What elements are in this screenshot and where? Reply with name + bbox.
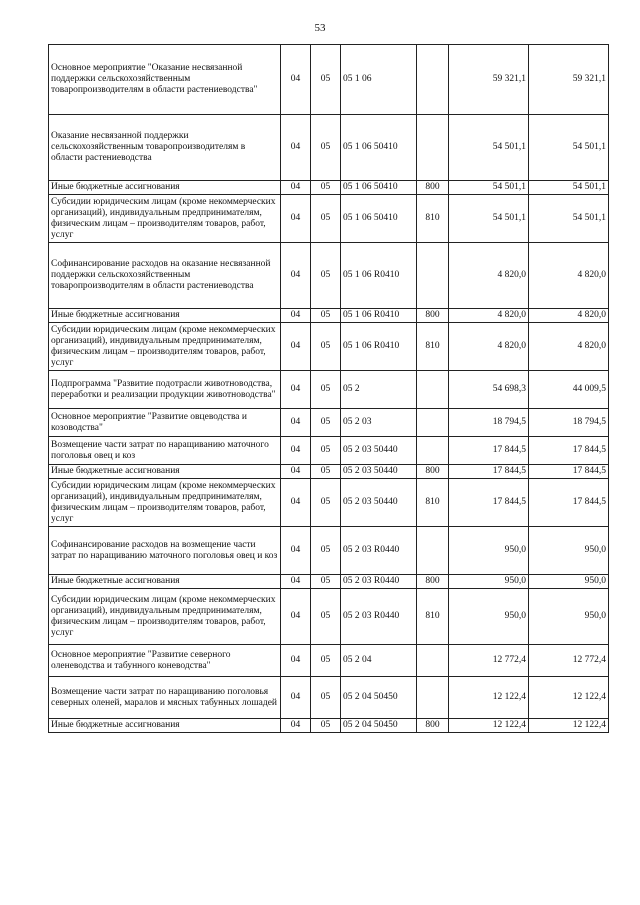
table-row [49,243,609,309]
row-name: Иные бюджетные ассигнования [49,465,281,479]
table-row [49,677,609,719]
row-amount-2: 59 321,1 [529,45,609,115]
row-expense-type: 810 [417,195,449,243]
row-amount-1: 17 844,5 [449,437,529,465]
row-expense-type [417,527,449,575]
row-expense-type: 800 [417,309,449,323]
row-amount-2: 17 844,5 [529,437,609,465]
row-amount-2: 54 501,1 [529,181,609,195]
row-target-article: 05 2 03 [341,409,417,437]
row-target-article: 05 2 04 50450 [341,719,417,733]
row-subsection: 05 [311,465,341,479]
row-amount-1: 950,0 [449,589,529,645]
row-amount-1: 17 844,5 [449,465,529,479]
table-row [49,527,609,575]
row-expense-type: 800 [417,465,449,479]
row-subsection: 05 [311,719,341,733]
row-section: 04 [281,677,311,719]
row-name: Основное мероприятие "Развитие овцеводства и козоводства" [49,409,281,437]
table-row [49,181,609,195]
row-amount-1: 54 501,1 [449,115,529,181]
row-section: 04 [281,195,311,243]
row-subsection: 05 [311,409,341,437]
table-row [49,45,609,115]
row-amount-1: 4 820,0 [449,323,529,371]
page-number: 53 [314,22,326,34]
table-row [49,371,609,409]
row-name: Субсидии юридическим лицам (кроме некоммерческих организаций), индивидуальным предпринимателям, физическим лицам – производителям товаров, работ, услуг [49,479,281,527]
table-row [49,195,609,243]
row-target-article: 05 2 03 50440 [341,465,417,479]
row-name: Субсидии юридическим лицам (кроме некоммерческих организаций), индивидуальным предпринимателям, физическим лицам – производителям товаров, работ, услуг [49,195,281,243]
row-subsection: 05 [311,645,341,677]
row-expense-type: 800 [417,575,449,589]
row-expense-type: 810 [417,589,449,645]
row-section: 04 [281,371,311,409]
row-section: 04 [281,409,311,437]
row-target-article: 05 2 03 50440 [341,479,417,527]
table-row [49,465,609,479]
row-name: Возмещение части затрат по наращиванию маточного поголовья овец и коз [49,437,281,465]
row-name: Софинансирование расходов на возмещение части затрат по наращиванию маточного поголовья овец и коз [49,527,281,575]
row-name: Субсидии юридическим лицам (кроме некоммерческих организаций), индивидуальным предпринимателям, физическим лицам – производителям товаров, работ, услуг [49,323,281,371]
row-amount-1: 950,0 [449,575,529,589]
row-subsection: 05 [311,115,341,181]
row-amount-2: 4 820,0 [529,323,609,371]
budget-table-body [49,45,609,733]
row-amount-2: 4 820,0 [529,309,609,323]
row-expense-type: 810 [417,479,449,527]
row-section: 04 [281,181,311,195]
table-row [49,437,609,465]
row-section: 04 [281,243,311,309]
table-row [49,645,609,677]
row-amount-2: 4 820,0 [529,243,609,309]
row-section: 04 [281,645,311,677]
table-row [49,479,609,527]
row-section: 04 [281,589,311,645]
row-expense-type [417,645,449,677]
row-section: 04 [281,437,311,465]
row-target-article: 05 1 06 50410 [341,181,417,195]
row-target-article: 05 2 [341,371,417,409]
row-subsection: 05 [311,479,341,527]
row-amount-1: 12 122,4 [449,719,529,733]
row-subsection: 05 [311,243,341,309]
row-section: 04 [281,115,311,181]
row-section: 04 [281,309,311,323]
row-subsection: 05 [311,677,341,719]
row-target-article: 05 1 06 R0410 [341,309,417,323]
row-target-article: 05 2 04 [341,645,417,677]
row-amount-2: 54 501,1 [529,195,609,243]
row-target-article: 05 1 06 [341,45,417,115]
row-name: Основное мероприятие "Развитие северного оленеводства и табунного коневодства" [49,645,281,677]
row-expense-type [417,243,449,309]
row-target-article: 05 2 04 50450 [341,677,417,719]
row-target-article: 05 1 06 R0410 [341,243,417,309]
row-name: Основное мероприятие "Оказание несвязанной поддержки сельскохозяйственным товаропроизводителям в области растениеводства" [49,45,281,115]
table-row [49,589,609,645]
row-expense-type [417,677,449,719]
row-expense-type [417,371,449,409]
table-row [49,323,609,371]
row-amount-2: 54 501,1 [529,115,609,181]
row-amount-1: 950,0 [449,527,529,575]
row-amount-1: 12 772,4 [449,645,529,677]
row-target-article: 05 2 03 R0440 [341,575,417,589]
row-amount-2: 12 772,4 [529,645,609,677]
row-subsection: 05 [311,575,341,589]
row-expense-type [417,115,449,181]
table-row [49,309,609,323]
row-section: 04 [281,465,311,479]
row-amount-2: 18 794,5 [529,409,609,437]
table-row [49,409,609,437]
row-expense-type: 800 [417,181,449,195]
row-amount-1: 12 122,4 [449,677,529,719]
row-target-article: 05 2 03 R0440 [341,527,417,575]
row-amount-2: 17 844,5 [529,465,609,479]
row-name: Иные бюджетные ассигнования [49,575,281,589]
row-amount-1: 54 501,1 [449,181,529,195]
row-section: 04 [281,719,311,733]
row-target-article: 05 1 06 50410 [341,195,417,243]
row-section: 04 [281,45,311,115]
row-amount-1: 4 820,0 [449,309,529,323]
row-amount-2: 950,0 [529,589,609,645]
budget-table [48,44,609,733]
row-amount-1: 54 698,3 [449,371,529,409]
row-amount-2: 44 009,5 [529,371,609,409]
row-amount-2: 950,0 [529,575,609,589]
row-target-article: 05 2 03 R0440 [341,589,417,645]
row-target-article: 05 1 06 R0410 [341,323,417,371]
row-name: Оказание несвязанной поддержки сельскохозяйственным товаропроизводителям в области растениеводства [49,115,281,181]
table-row [49,575,609,589]
row-expense-type [417,437,449,465]
row-expense-type [417,45,449,115]
row-amount-1: 4 820,0 [449,243,529,309]
row-expense-type [417,409,449,437]
row-section: 04 [281,527,311,575]
row-name: Возмещение части затрат по наращиванию поголовья северных оленей, маралов и мясных табунных лошадей [49,677,281,719]
row-name: Софинансирование расходов на оказание несвязанной поддержки сельскохозяйственным товаропроизводителям в области растениеводства [49,243,281,309]
row-target-article: 05 1 06 50410 [341,115,417,181]
row-amount-1: 54 501,1 [449,195,529,243]
row-expense-type: 800 [417,719,449,733]
table-row [49,719,609,733]
row-subsection: 05 [311,527,341,575]
row-name: Иные бюджетные ассигнования [49,181,281,195]
row-subsection: 05 [311,309,341,323]
table-row [49,115,609,181]
row-section: 04 [281,479,311,527]
row-name: Подпрограмма "Развитие подотрасли животноводства, переработки и реализации продукции животноводства" [49,371,281,409]
row-expense-type: 810 [417,323,449,371]
row-subsection: 05 [311,181,341,195]
row-name: Иные бюджетные ассигнования [49,309,281,323]
row-subsection: 05 [311,437,341,465]
row-amount-1: 17 844,5 [449,479,529,527]
row-amount-1: 18 794,5 [449,409,529,437]
row-name: Иные бюджетные ассигнования [49,719,281,733]
row-amount-1: 59 321,1 [449,45,529,115]
row-subsection: 05 [311,195,341,243]
row-section: 04 [281,323,311,371]
row-amount-2: 12 122,4 [529,677,609,719]
row-name: Субсидии юридическим лицам (кроме некоммерческих организаций), индивидуальным предпринимателям, физическим лицам – производителям товаров, работ, услуг [49,589,281,645]
row-section: 04 [281,575,311,589]
row-amount-2: 950,0 [529,527,609,575]
row-subsection: 05 [311,45,341,115]
row-amount-2: 12 122,4 [529,719,609,733]
row-target-article: 05 2 03 50440 [341,437,417,465]
row-subsection: 05 [311,371,341,409]
row-subsection: 05 [311,589,341,645]
row-subsection: 05 [311,323,341,371]
row-amount-2: 17 844,5 [529,479,609,527]
